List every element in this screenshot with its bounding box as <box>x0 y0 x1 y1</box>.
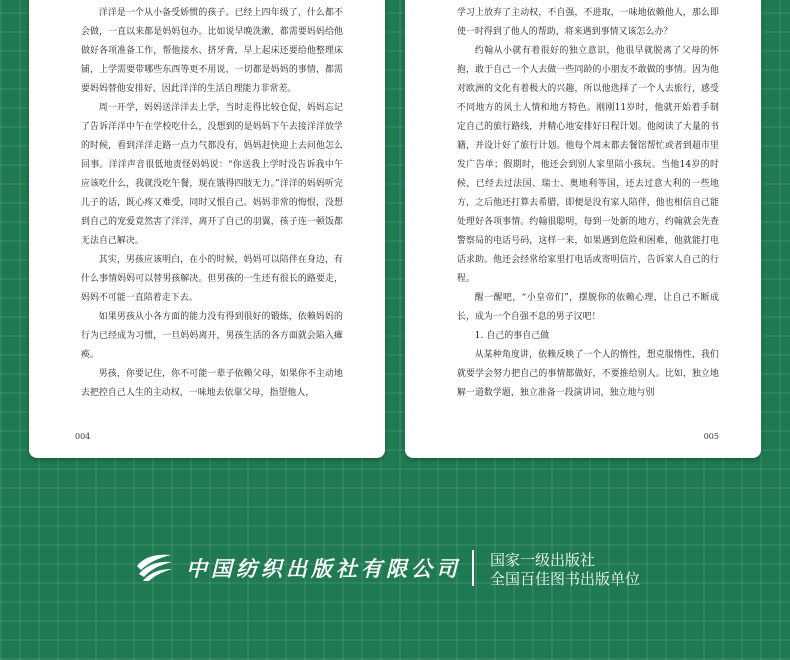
body-paragraph: 周一开学，妈妈送洋洋去上学，当时走得比较仓促，妈妈忘记了告诉洋洋中午在学校吃什么，没想到的是妈妈下午去接洋洋放学的时候，看到洋洋走路一点力气都没有，妈妈赶快迎上去问他怎么回事。洋洋声音很低地责怪妈妈说：“你送我上学时没告诉我中午应该吃什么，我就没吃午餐，现在饿得四肢无力。”洋洋的妈妈听完儿子的话，既心疼又难受，同时又恨自己。妈妈非常的悔恨，没想到自己的宠爱竟然害了洋洋，离开了自己的羽翼，孩子连一顿饭都无法自己解决。 <box>81 103 343 246</box>
right-page-text <box>457 0 719 403</box>
body-paragraph: 其实，男孩应该明白，在小的时候，妈妈可以陪伴在身边，有什么事情妈妈可以替男孩解决。但男孩的一生还有很长的路要走，妈妈不可能一直陪着走下去。 <box>81 255 343 303</box>
left-page-text <box>81 0 343 403</box>
body-paragraph: 约翰从小就有着很好的独立意识，他很早就脱离了父母的怀抱，敢于自己一个人去做一些同龄的小朋友不敢做的事情。因为他对欧洲的文化有着极大的兴趣，所以他选择了一个人去旅行，感受不同地方的风土人情和地方特色。刚刚11岁时，他就开始着手制定自己的旅行路线，并精心地安排好日程计划。他阅读了大量的书籍，并设计好了旅行计划。他每个周末都去餐馆帮忙或者到超市里发广告单；假期时，他还会到别人家里陪小孩玩。当他14岁的时候，已经去过法国、瑞士、奥地利等国，还去过意大利的一些地方，之后他还打算去希腊，即便是没有家人陪伴，他也相信自己能处理好各项事情。约翰很聪明，每到一处新的地方，约翰就会先查警察局的电话号码，这样一来，如果遇到危险和困难，他就能打电话求助。他还会经常给家里打电话或寄明信片，告诉家人自己的行程。 <box>457 46 719 284</box>
publisher-name: 中国纺织出版社有限公司 <box>186 556 461 581</box>
body-paragraph: 学习上放弃了主动权，不自强，不进取，一味地依赖他人，那么即使一时得到了他人的帮助，将来遇到事情又该怎么办？ <box>457 8 719 37</box>
right-book-page <box>405 0 761 458</box>
body-paragraph: 男孩，你要记住，你不可能一辈子依赖父母，如果你不主动地去把控自己人生的主动权，一味地去依靠父母，指望他人， <box>81 369 343 398</box>
banner-divider <box>472 550 474 586</box>
tagline-national-publisher: 国家一级出版社 <box>490 551 596 569</box>
body-paragraph: 从某种角度讲，依赖反映了一个人的惰性，想克服惰性，我们就要学会努力把自己的事情都做好，不要推给别人。比如，独立地解一道数学题，独立准备一段演讲词，独立地与别 <box>457 350 719 398</box>
publisher-logo-icon <box>135 552 173 582</box>
body-paragraph: 1. 自己的事自己做 <box>474 331 550 341</box>
left-page-number: 004 <box>75 432 91 441</box>
right-page-number: 005 <box>703 432 719 441</box>
body-paragraph: 洋洋是一个从小备受娇惯的孩子。已经上四年级了，什么都不会做，一直以来都是妈妈包办。比如说早晚洗漱，都需要妈妈给他做好各项准备工作，帮他接水、挤牙膏，早上起床还要给他整理床铺，上学需要带哪些东西等更不用说，一切都是妈妈的事情，都需要妈妈替他安排好，因此洋洋的生活自理能力非常差。 <box>81 8 343 94</box>
body-paragraph: 醒一醒吧，“小皇帝们”，摆脱你的依赖心理，让自己不断成长，成为一个自强不息的男子汉吧！ <box>457 293 719 322</box>
tagline-top-hundred-publisher: 全国百佳图书出版单位 <box>490 570 641 588</box>
left-book-page <box>29 0 385 458</box>
publisher-banner <box>0 540 790 600</box>
body-paragraph: 如果男孩从小各方面的能力没有得到很好的锻炼，依赖妈妈的行为已经成为习惯，一旦妈妈离开，男孩生活的各方面就会陷入瘫痪。 <box>81 312 343 360</box>
